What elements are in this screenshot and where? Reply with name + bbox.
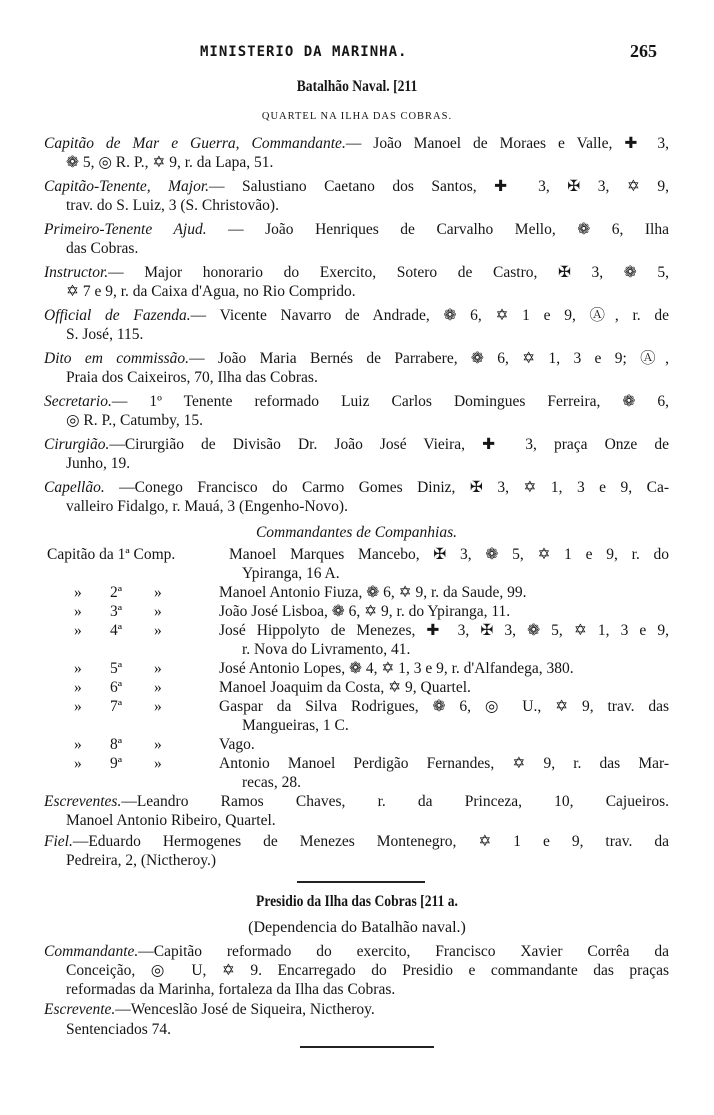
entry <box>44 792 669 830</box>
entry-text: —Leandro Ramos Chaves, r. da Princeza, 10, Cajueiros. <box>121 793 669 810</box>
entry-label: Fiel. <box>44 833 73 850</box>
ditto-mark: » <box>74 584 82 601</box>
entry-text: das Cobras. <box>66 240 139 257</box>
company-text: Manoel Marques Mancebo, ✠ 3, ❁ 5, ✡ 1 e 9, r. do <box>229 546 669 563</box>
entry-text: Conceição, ◎ U, ✡ 9. Encarregado do Presidio e commandante das praças <box>66 962 669 979</box>
company-ordinal: 9ª <box>110 755 123 772</box>
entry <box>44 392 669 430</box>
entry-text: —Conego Francisco do Carmo Gomes Diniz, ✠ 3, ✡ 1, 3 e 9, Ca- <box>104 479 669 496</box>
entry-line <box>44 832 669 851</box>
entry-label: Official de Fazenda. <box>44 307 191 324</box>
entry <box>44 942 669 999</box>
entry-text: —Capitão reformado do exercito, Francisco Xavier Corrêa da <box>138 943 669 960</box>
ditto-mark: » <box>154 584 162 601</box>
company-text: Manoel Joaquim da Costa, ✡ 9, Quartel. <box>219 679 471 696</box>
note-sentenciados: Sentenciados 74. <box>66 1021 172 1038</box>
entry <box>44 349 669 387</box>
entry-line <box>44 392 669 411</box>
entry-text: — 1º Tenente reformado Luiz Carlos Domingues Ferreira, ❁ 6, <box>111 393 669 410</box>
company-text: José Hippolyto de Menezes, ✚ 3, ✠ 3, ❁ 5, ✡ 1, 3 e 9, <box>219 622 669 639</box>
entry-label: Instructor. <box>44 264 109 281</box>
entry-label: Commandante. <box>44 943 139 960</box>
entry-text: Praia dos Caixeiros, 70, Ilha das Cobras. <box>66 369 318 386</box>
ditto-mark: » <box>74 755 82 772</box>
entry-label: Capitão-Tenente, Major. <box>44 178 210 195</box>
entry <box>44 478 669 516</box>
entry-line <box>44 177 669 196</box>
entry-text: —Wenceslão José de Siqueira, Nictheroy. <box>115 1001 375 1018</box>
company-row <box>44 773 669 792</box>
entry-line <box>44 263 669 282</box>
entry-text: S. José, 115. <box>66 326 144 343</box>
company-text: Vago. <box>219 736 255 753</box>
entry <box>44 832 669 870</box>
entry-line <box>44 435 669 454</box>
section-title-presidio: Presidio da Ilha das Cobras [211 a. <box>256 893 458 910</box>
entry-line <box>44 454 669 473</box>
entry-text: ✡ 7 e 9, r. da Caixa d'Agua, no Rio Comprido. <box>66 283 356 300</box>
company-ordinal: 5ª <box>110 660 123 677</box>
entry-text: reformadas da Marinha, fortaleza da Ilha das Cobras. <box>66 981 396 998</box>
entry-label: Dito em commissão. <box>44 350 190 367</box>
ditto-mark: » <box>74 698 82 715</box>
company-ordinal: 3ª <box>110 603 123 620</box>
entry-line <box>44 306 669 325</box>
ditto-mark: » <box>154 736 162 753</box>
entry-text: Manoel Antonio Ribeiro, Quartel. <box>66 812 276 829</box>
entry-text: — Major honorario do Exercito, Sotero de Castro, ✠ 3, ❁ 5, <box>108 264 669 281</box>
company-text: Ypiranga, 16 A. <box>242 565 340 582</box>
entry-text: — João Henriques de Carvalho Mello, ❁ 6, Ilha <box>206 221 669 238</box>
company-first-label: Capitão da 1ª Comp. <box>47 546 176 563</box>
entry-text: valleiro Fidalgo, r. Mauá, 3 (Engenho-Novo). <box>66 498 348 515</box>
entry-text: —Cirurgião de Divisão Dr. João José Vieira, ✚ 3, praça Onze de <box>109 436 669 453</box>
company-row <box>44 735 669 754</box>
entry <box>44 263 669 301</box>
ditto-mark: » <box>154 603 162 620</box>
entry-line <box>44 811 669 830</box>
entry <box>44 134 669 172</box>
company-text: José Antonio Lopes, ❁ 4, ✡ 1, 3 e 9, r. d'Alfandega, 380. <box>219 660 574 677</box>
entry <box>44 1000 669 1019</box>
entry <box>44 435 669 473</box>
end-divider <box>300 1046 434 1048</box>
company-text: Mangueiras, 1 C. <box>242 717 349 734</box>
entry-line <box>44 220 669 239</box>
entry-line <box>44 478 669 497</box>
entry-line <box>44 980 669 999</box>
page-number: 265 <box>630 41 657 61</box>
ditto-mark: » <box>74 660 82 677</box>
company-row <box>44 564 669 583</box>
section2-body <box>44 942 669 1039</box>
entry-line <box>44 349 669 368</box>
company-row <box>44 640 669 659</box>
section1-body <box>44 134 669 872</box>
company-text: Antonio Manoel Perdigão Fernandes, ✡ 9, r. das Mar- <box>219 755 669 772</box>
entry-label: Secretario. <box>44 393 112 410</box>
ditto-mark: » <box>154 698 162 715</box>
entry-line <box>44 411 669 430</box>
company-row <box>44 678 669 697</box>
entry-line <box>44 239 669 258</box>
company-ordinal: 6ª <box>110 679 123 696</box>
ditto-mark: » <box>74 736 82 753</box>
entry-line <box>44 961 669 980</box>
company-text: recas, 28. <box>242 774 301 791</box>
section2-subtitle: (Dependencia do Batalhão naval.) <box>248 919 466 936</box>
entry-text: Pedreira, 2, (Nictheroy.) <box>66 852 217 869</box>
entry-text: Junho, 19. <box>66 455 131 472</box>
running-title: MINISTERIO DA MARINHA. <box>200 44 408 60</box>
company-row <box>44 545 669 564</box>
tail-entries <box>44 792 669 870</box>
entry-line <box>44 134 669 153</box>
entry-label: Capitão de Mar e Guerra, Commandante. <box>44 135 346 152</box>
entry-text: — João Maria Bernés de Parrabere, ❁ 6, ✡ 1, 3 e 9; Ⓐ, <box>189 350 669 367</box>
entry-text: — João Manoel de Moraes e Valle, ✚ 3, <box>345 135 669 152</box>
entry-line <box>44 792 669 811</box>
companies-heading: Commandantes de Companhias. <box>255 524 458 541</box>
company-ordinal: 4ª <box>110 622 123 639</box>
entry-label: Escreventes. <box>44 793 122 810</box>
company-row <box>44 659 669 678</box>
entry-text: —Eduardo Hermogenes de Menezes Montenegro, ✡ 1 e 9, trav. da <box>72 833 669 850</box>
section-subtitle: QUARTEL NA ILHA DAS COBRAS. <box>261 111 453 122</box>
company-ordinal: 7ª <box>110 698 123 715</box>
company-text: Gaspar da Silva Rodrigues, ❁ 6, ◎ U., ✡ 9, trav. das <box>219 698 669 715</box>
ditto-mark: » <box>74 679 82 696</box>
entry-text: ◎ R. P., Catumby, 15. <box>66 412 203 429</box>
company-row <box>44 621 669 640</box>
company-text: r. Nova do Livramento, 41. <box>242 641 411 658</box>
company-row <box>44 602 669 621</box>
entry <box>44 220 669 258</box>
entry-text: — Salustiano Caetano dos Santos, ✚ 3, ✠ 3, ✡ 9, <box>209 178 669 195</box>
entry-line <box>44 942 669 961</box>
entry-line <box>44 368 669 387</box>
ditto-mark: » <box>154 622 162 639</box>
entry-label: Primeiro-Tenente Ajud. <box>44 221 207 238</box>
entry-line <box>44 325 669 344</box>
company-row <box>44 754 669 773</box>
company-row <box>44 716 669 735</box>
company-text: Manoel Antonio Fiuza, ❁ 6, ✡ 9, r. da Saude, 99. <box>219 584 527 601</box>
company-text: João José Lisboa, ❁ 6, ✡ 9, r. do Ypiranga, 11. <box>219 603 511 620</box>
entry-label: Cirurgião. <box>44 436 110 453</box>
company-ordinal: 8ª <box>110 736 123 753</box>
entry-line <box>44 153 669 172</box>
entry-text: — Vicente Navarro de Andrade, ❁ 6, ✡ 1 e 9, Ⓐ, r. de <box>190 307 669 324</box>
ditto-mark: » <box>154 679 162 696</box>
entry-line <box>44 851 669 870</box>
entry <box>44 177 669 215</box>
entry-line <box>44 497 669 516</box>
entry-text: ❁ 5, ◎ R. P., ✡ 9, r. da Lapa, 51. <box>66 154 274 171</box>
entry-line <box>44 282 669 301</box>
divider <box>297 881 425 883</box>
ditto-mark: » <box>74 603 82 620</box>
ditto-mark: » <box>154 755 162 772</box>
ditto-mark: » <box>74 622 82 639</box>
ditto-mark: » <box>154 660 162 677</box>
company-row <box>44 583 669 602</box>
entry-text: trav. do S. Luiz, 3 (S. Christovão). <box>66 197 279 214</box>
entry-line <box>44 1000 669 1019</box>
section-title-batalhao: Batalhão Naval. [211 <box>296 78 418 95</box>
entry-label: Capellão. <box>44 479 105 496</box>
entry-line <box>44 196 669 215</box>
company-ordinal: 2ª <box>110 584 123 601</box>
entry <box>44 306 669 344</box>
company-row <box>44 697 669 716</box>
entry-label: Escrevente. <box>44 1001 116 1018</box>
